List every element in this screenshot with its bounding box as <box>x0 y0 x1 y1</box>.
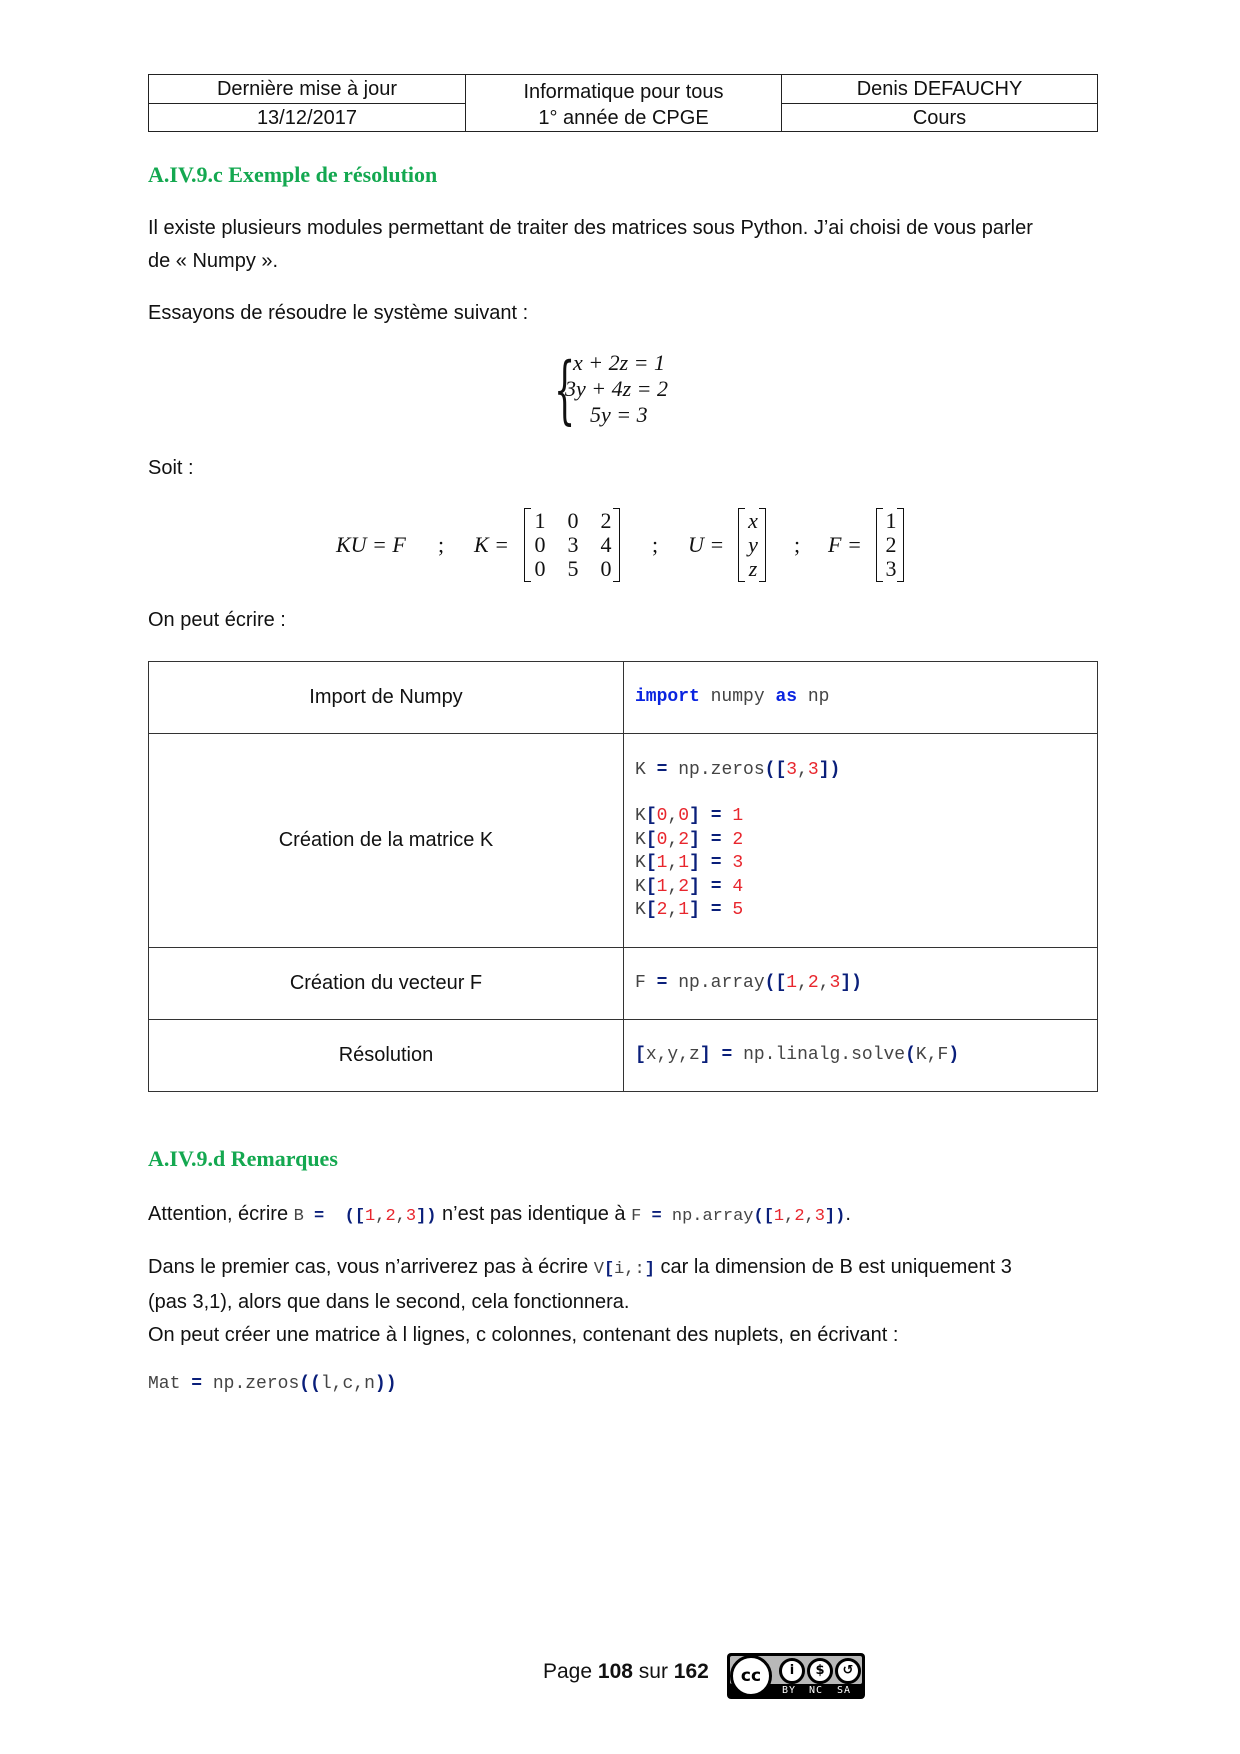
code-line-zeros: K = np.zeros([3,3]) <box>635 759 841 780</box>
k-cell: 0 <box>534 532 546 557</box>
code-text: numpy <box>699 686 776 707</box>
u-cell: z <box>748 556 758 581</box>
code-mat-zeros: Mat = np.zeros((l,c,n)) <box>148 1374 397 1394</box>
matrix-k <box>524 508 620 582</box>
keyword-as: as <box>775 686 798 707</box>
attribution-icon: i <box>779 1658 805 1684</box>
sa-label: SA <box>837 1685 852 1696</box>
nc-label: NC <box>809 1685 824 1696</box>
vector-f <box>876 508 904 582</box>
text: Dans le premier cas, vous n’arriverez pas à écrire <box>148 1256 594 1278</box>
intro-paragraph <box>148 212 1098 278</box>
k-cell: 4 <box>600 532 612 557</box>
k-cell: 3 <box>567 532 579 557</box>
k-cell: 1 <box>534 508 546 533</box>
code-line-assign: K[0,2] = 2 <box>635 829 744 850</box>
header-col-course <box>466 75 782 131</box>
code-vector-f: F = np.array([1,2,3]) <box>624 948 1098 1020</box>
f-cell: 1 <box>885 508 897 533</box>
code-var: F <box>631 1207 642 1226</box>
separator: ; <box>652 532 659 557</box>
nuplets-paragraph: On peut créer une matrice à l lignes, c colonnes, contenant des nuplets, en écrivant : <box>148 1324 899 1346</box>
u-cell: y <box>748 532 758 557</box>
text: . <box>845 1203 851 1225</box>
cc-icon: cc <box>730 1655 772 1697</box>
by-label: BY <box>782 1685 797 1696</box>
course-level: 1° année de CPGE <box>538 107 709 129</box>
k-label: K = <box>474 532 510 557</box>
code-line-assign: K[0,0] = 1 <box>635 806 744 826</box>
left-brace: { <box>554 347 576 433</box>
row-label-resolution: Résolution <box>149 1020 624 1092</box>
code-index: i,: <box>614 1260 645 1279</box>
u-cell: x <box>748 508 758 533</box>
table-row <box>149 948 1098 1020</box>
equation-system <box>554 347 694 434</box>
total-pages: 162 <box>673 1660 709 1683</box>
document-header-table <box>148 74 1098 132</box>
text: n’est pas identique à <box>436 1203 632 1225</box>
author-name: Denis DEFAUCHY <box>856 78 1023 100</box>
soit-label: Soit : <box>148 457 194 479</box>
f-cell: 3 <box>885 556 897 581</box>
current-page: 108 <box>597 1660 633 1683</box>
separator: ; <box>794 532 801 557</box>
write-intro: On peut écrire : <box>148 609 286 631</box>
system-intro: Essayons de résoudre le système suivant : <box>148 302 529 324</box>
keyword-import: import <box>635 686 700 707</box>
f-cell: 2 <box>885 532 897 557</box>
equation-2: 3y + 4z = 2 <box>565 376 669 401</box>
separator: ; <box>438 532 445 557</box>
table-row <box>149 1020 1098 1092</box>
code-var: B <box>293 1207 304 1226</box>
ku-equals-f: KU = F <box>336 532 406 557</box>
text: car la dimension de B est uniquement 3 <box>654 1256 1012 1278</box>
code-resolution: [x,y,z] = np.linalg.solve(K,F) <box>624 1020 1098 1092</box>
intro-line-2: de « Numpy ». <box>148 250 279 272</box>
equation-3: 5y = 3 <box>590 402 648 427</box>
code-line-assign: K[1,2] = 4 <box>635 876 744 897</box>
text: Attention, écrire <box>148 1203 294 1225</box>
code-line-assign: K[1,1] = 3 <box>635 853 744 873</box>
text: Page <box>543 1660 598 1683</box>
section-heading-d: A.IV.9.d Remarques <box>148 1146 338 1171</box>
k-cell: 0 <box>600 556 612 581</box>
code-line-assign: K[2,1] = 5 <box>635 900 744 920</box>
section-heading-c: A.IV.9.c Exemple de résolution <box>148 162 438 187</box>
sharealike-icon: ↺ <box>835 1658 861 1684</box>
k-cell: 0 <box>567 508 579 533</box>
u-label: U = <box>688 532 725 557</box>
row-label-vector-f: Création du vecteur F <box>149 948 624 1020</box>
equation-1: x + 2z = 1 <box>573 350 666 375</box>
noncommercial-icon: $ <box>807 1658 833 1684</box>
code-var: V <box>593 1260 604 1279</box>
table-row <box>149 734 1098 948</box>
code-text: np <box>797 686 830 707</box>
table-row <box>149 662 1098 734</box>
k-cell: 2 <box>600 508 612 533</box>
cc-by-nc-sa-license-badge <box>727 1653 865 1699</box>
f-label: F = <box>828 532 862 557</box>
k-cell: 5 <box>567 556 579 581</box>
text: sur <box>632 1660 674 1683</box>
numpy-steps-table <box>148 661 1098 1092</box>
text: (pas 3,1), alors que dans le second, cela fonctionnera. <box>148 1291 630 1313</box>
attention-paragraph: Attention, écrire B = ([1,2,3]) n’est pas identique à F = np.array([1,2,3]). <box>148 1203 851 1226</box>
doc-type: Cours <box>782 103 1097 132</box>
page-number <box>543 1660 709 1684</box>
code-matrix-k <box>624 734 1098 948</box>
row-label-import: Import de Numpy <box>149 662 624 734</box>
header-col-update <box>149 75 466 131</box>
intro-line-1: Il existe plusieurs modules permettant de traiter des matrices sous Python. J’ai choisi de vous parler <box>148 217 1033 239</box>
last-update-label: Dernière mise à jour <box>216 78 398 100</box>
dimension-paragraph: Dans le premier cas, vous n’arriverez pas à écrire V[i,:] car la dimension de B est uniquement 3 (pas 3,1), alors que dans le second, cela fonctionnera. <box>148 1251 1098 1319</box>
code-import <box>624 662 1098 734</box>
last-update-date: 13/12/2017 <box>149 103 465 132</box>
course-title: Informatique pour tous <box>523 81 724 103</box>
vector-u <box>738 508 766 582</box>
row-label-matrix-k: Création de la matrice K <box>149 734 624 948</box>
k-cell: 0 <box>534 556 546 581</box>
header-col-author <box>782 75 1097 131</box>
